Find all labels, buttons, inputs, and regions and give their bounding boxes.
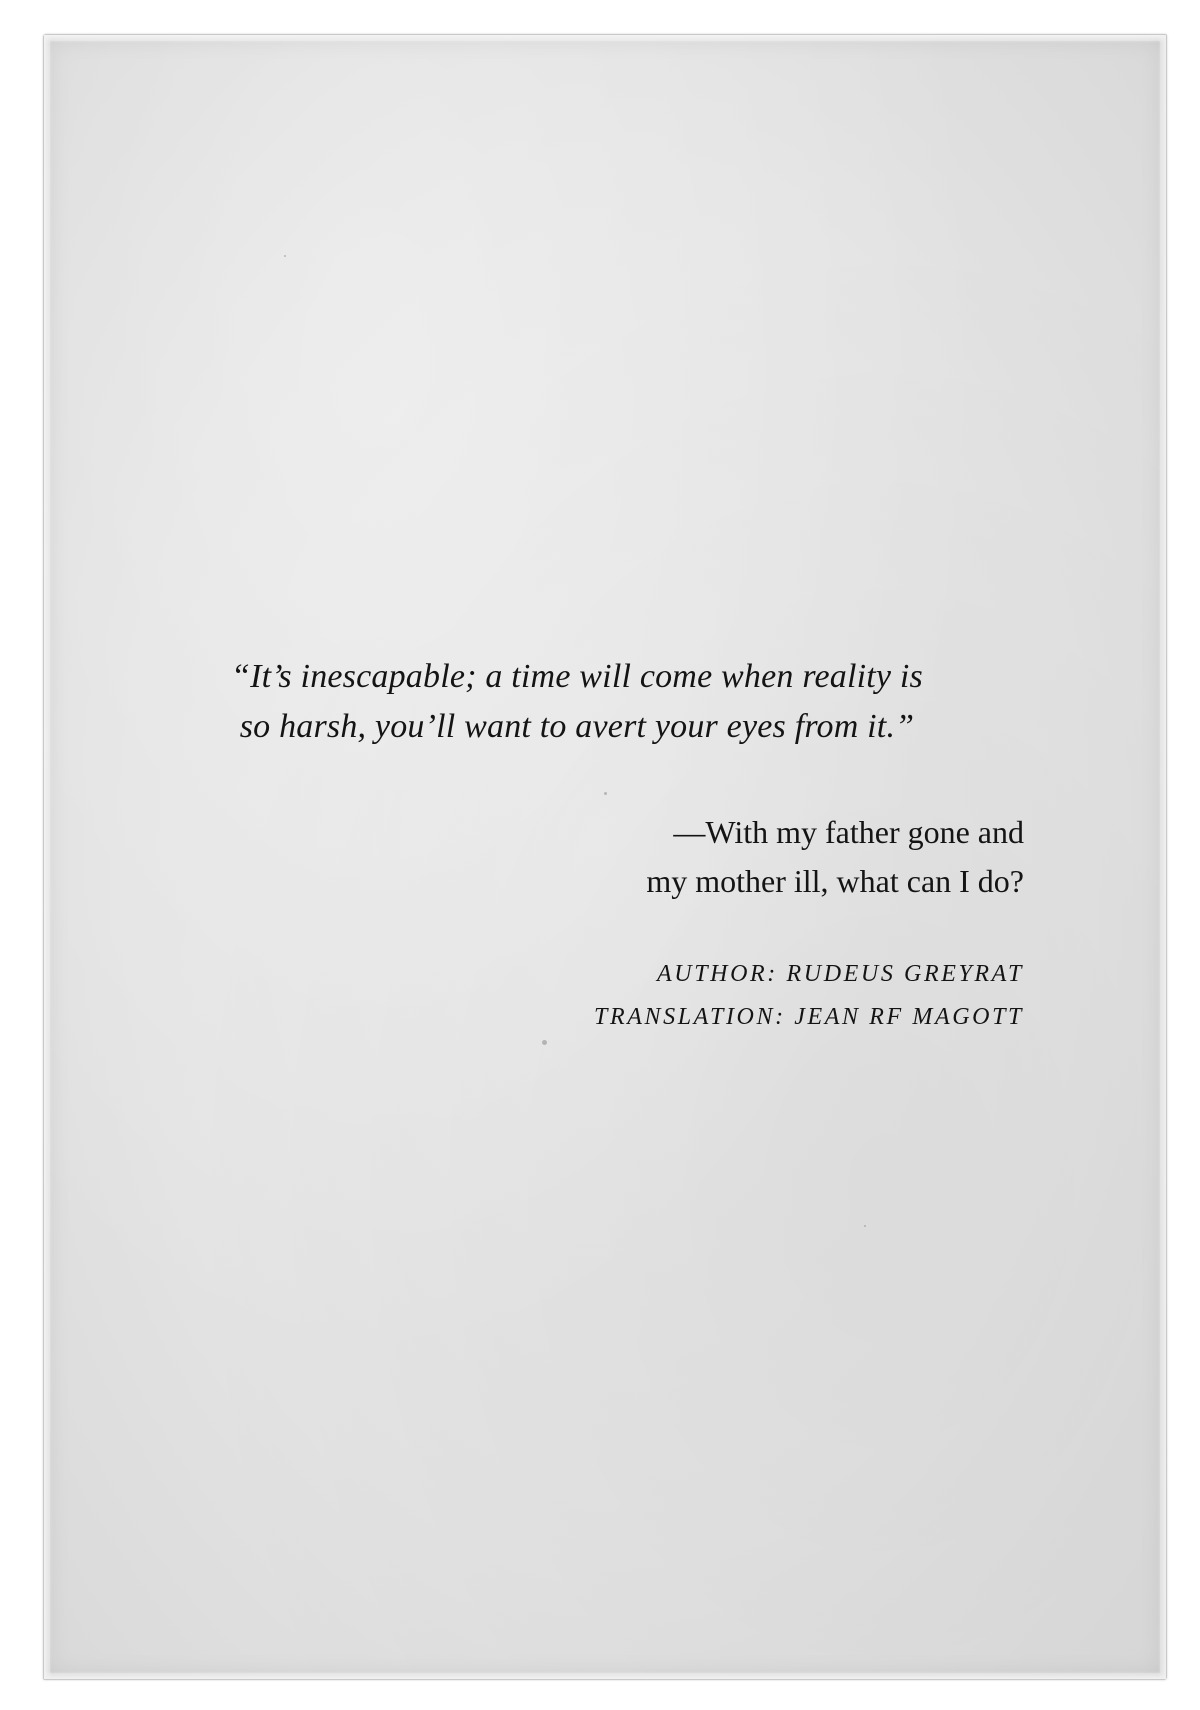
quote-line-2: so harsh, you’ll want to avert your eyes from it.”	[239, 708, 915, 745]
quote-line-1: “It’s inescapable; a time will come when reality is	[231, 658, 923, 695]
book-credits	[594, 953, 1024, 1039]
translation-credit: TRANSLATION: JEAN RF MAGOTT	[594, 1004, 1024, 1030]
attribution-line-2: my mother ill, what can I do?	[646, 863, 1024, 899]
epigraph-quote	[124, 652, 1030, 752]
attribution-line-1: —With my father gone and	[673, 814, 1024, 850]
quote-attribution	[646, 808, 1024, 906]
author-credit: AUTHOR: RUDEUS GREYRAT	[657, 961, 1024, 987]
aged-paper-sheet	[43, 34, 1167, 1680]
page-content	[44, 35, 1166, 1679]
